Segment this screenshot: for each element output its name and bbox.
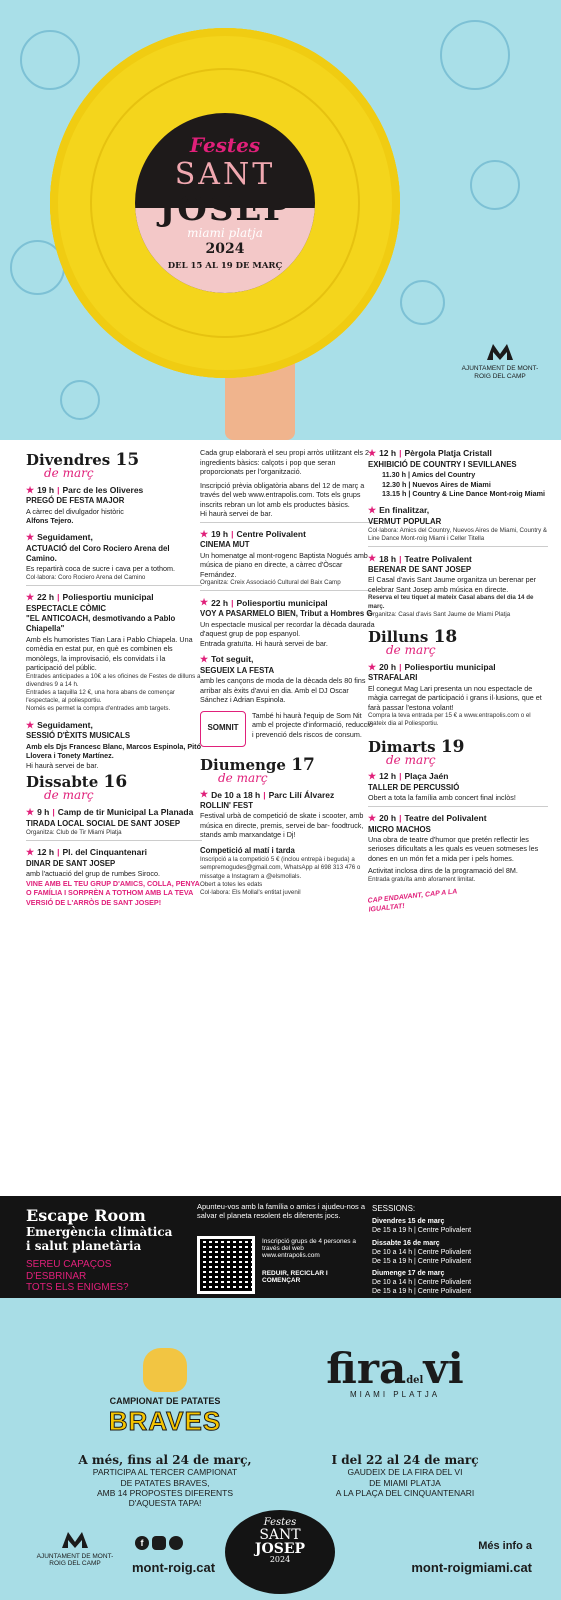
escape-subtitle: Emergència climàtica <box>26 1225 173 1239</box>
event-item: ★ 12 h | Pl. del Cinquantenari DINAR DE SANT JOSEP amb l'actuació del grup de rumbes Siroco. VINE AMB EL TEU GRUP D'AMICS, COLLA, PENYA O FAMÍLIA I SORPRÈN A TOTHOM AMB LA TEVA VERSIÓ DE L'ARRÒS DE SANT JOSEP! <box>26 847 200 907</box>
more-info-label: Més info a <box>478 1540 532 1552</box>
doodle-circle <box>470 160 520 210</box>
star-icon: ★ <box>368 812 377 823</box>
hero-place: miami platja <box>187 226 263 240</box>
website-link[interactable]: mont-roig.cat <box>132 1560 216 1575</box>
star-icon: ★ <box>26 591 35 602</box>
day-subtitle: de març <box>218 770 268 785</box>
star-icon: ★ <box>26 484 35 495</box>
star-icon: ★ <box>200 789 209 800</box>
day-subtitle: de març <box>386 752 436 767</box>
doodle-circle <box>400 280 445 325</box>
doodle-circle <box>440 20 510 90</box>
event-item: ★ Tot seguit, SEGUEIX LA FESTA amb les cançons de moda de la dècada dels 80 fins arribar als èxits d'avui en dia. Amb el DJ Oscar Sánchez i Adrian Espinola. <box>200 654 366 705</box>
intro-text: Hi haurà servei de bar. <box>200 509 273 518</box>
hero-title-josep: JOSEP <box>159 189 291 229</box>
day-subtitle: de març <box>44 788 94 803</box>
reduce-logo: REDUIR, RECICLAR I COMENÇAR <box>262 1270 328 1284</box>
hero-dates: DEL 15 AL 19 DE MARÇ <box>167 261 283 271</box>
somnit-logo: SOMNIT <box>200 711 246 747</box>
day-heading: Dimarts 19 <box>368 736 465 757</box>
escape-question: SEREU CAPAÇOS D'ESBRINAR TOTS ELS ENIGMES? <box>26 1259 129 1293</box>
star-icon: ★ <box>200 654 209 664</box>
doodle-circle <box>20 30 80 90</box>
program-section <box>0 440 561 1196</box>
escape-title: Escape Room <box>26 1206 146 1225</box>
festes-badge: Festes SANT JOSEP 2024 <box>225 1510 335 1594</box>
escape-intro: Apunteu-vos amb la família o amics i ajudeu-nos a salvar el planeta resolent els diferents jocs. <box>197 1202 366 1220</box>
qr-code[interactable] <box>197 1236 255 1294</box>
day-heading: Dissabte 16 <box>26 772 128 793</box>
event-item: ★ En finalitzar, VERMUT POPULAR Col·labora: Amics del Country, Nuevos Aires de Miami, Country & Line Dance Mont-roig Miami i Celler Titella <box>368 504 548 542</box>
star-icon: ★ <box>26 719 35 730</box>
star-icon: ★ <box>368 771 377 782</box>
event-item: ★ 12 h | Plaça Jaén TALLER DE PERCUSSIÓ Obert a tota la família amb concert final inclòs! <box>368 771 516 803</box>
social-icons <box>135 1536 183 1550</box>
star-icon: ★ <box>368 504 377 515</box>
program-column-2 <box>200 448 376 897</box>
event-item: ★ 20 h | Poliesportiu municipal STRAFALARI El conegut Mag Lari presenta un nou espectacle de màgia carregat de participació i grans il·lusions, que et farà passar l'estona volant! Compra la teva entrada per 15 € a www.entrapolis.com o el mateix dia al Poliesportiu. <box>368 661 542 728</box>
star-icon: ★ <box>368 448 377 458</box>
star-icon: ★ <box>26 531 35 542</box>
event-item: ★ Seguidament, ACTUACIÓ del Coro Rociero Arena del Camino. Es repartirà coca de sucre i cava per a tothom. Col·labora: Coro Rociero Arena del Camino <box>26 531 176 581</box>
program-column-3 <box>367 448 548 915</box>
intro-text: Inscripció prèvia obligatòria abans del 12 de març a través del web www.entrapolis.com. Tots els grups inscrits rebran un lot amb els productes bàsics. <box>200 480 365 509</box>
patates-info: A més, fins al 24 de març, PARTICIPA AL TERCER CAMPIONAT DE PATATES BRAVES, AMB 14 PROPOSTES DIFERENTS D'AQUESTA TAPA! <box>78 1453 252 1508</box>
day-subtitle: de març <box>386 642 436 657</box>
footer-section <box>0 1298 561 1600</box>
star-icon: ★ <box>368 661 377 672</box>
instagram-icon[interactable] <box>152 1536 166 1550</box>
star-icon: ★ <box>26 806 35 817</box>
hero-year: 2024 <box>205 241 245 257</box>
doodle-circle <box>60 380 100 420</box>
footer-ajuntament-logo: AJUNTAMENT DE MONT-ROIG DEL CAMP <box>30 1528 120 1567</box>
mont-roig-logo-icon <box>60 1528 90 1550</box>
ajuntament-logo <box>455 340 545 381</box>
twitter-icon[interactable] <box>169 1536 183 1550</box>
event-item: ★ 22 h | Poliesportiu municipal ESPECTACLE CÒMIC "EL ANTICOACH, desmotivando a Pablo Chiapella" Amb els humoristes Tian Lara i Pablo Chiapela. Una comèdia en estat pur, en què es combinen els monòlegs, la improvisació, els convidats i la participació del públic. Entrades anticipades a 10€ a les oficines de Festes de dilluns a divendres 9 a 14 h. Entrades a taquilla 12 €, una hora abans de començar l'espectacle, al poliesportiu. Només es permet la compra d'entrades amb targets. <box>26 591 201 713</box>
event-item: ★ 20 h | Teatre del Polivalent MICRO MACHOS Una obra de teatre d'humor que pretén reflectir les serioses dificultats a les quals es veuen sotmeses les dones en un món fet a mida per i pels homes. Activitat inclosa dins de la programació del 8M. Entrada gratuïta amb aforament limitat. <box>368 812 539 883</box>
event-item: Competició al matí i tarda Inscripció a la competició 5 € (inclou entrepà i beguda) a sempremogudes@gmail.com, WhatsApp al 698 313 476 o missatge a Instagram a @elsmollals. Obert a totes les edats Col·labora: Els Mollal's entitat juvenil <box>200 845 361 896</box>
somnit-block: SOMNIT També hi haurà l'equip de Som Nit amb el projecte d'informació, reducció i prevenció dels riscos de consum. <box>200 711 376 747</box>
event-item: ★ 19 h | Parc de les Oliveres PREGÓ DE FESTA MAJOR A càrrec del divulgador històric Alfons Tejero. <box>26 484 144 526</box>
mont-roig-logo-icon <box>485 340 515 362</box>
hero-title-sant: SANT <box>174 157 276 192</box>
star-icon: ★ <box>26 847 35 858</box>
info-website-link[interactable]: mont-roigmiami.cat <box>411 1560 532 1575</box>
fira-del-vi-logo: firadelvi MIAMI PLATJA <box>326 1344 464 1399</box>
event-item: ★ Seguidament, SESSIÓ D'ÈXITS MUSICALS Amb els Djs Francesc Blanc, Marcos Espinola, Pitó Llovera i Tonety Martínez. Hi haurà servei de bar. <box>26 719 201 770</box>
escape-room-banner <box>0 1196 561 1298</box>
hero-banner <box>0 0 561 440</box>
sessions-list: SESSIONS: Divendres 15 de març De 15 a 19 h | Centre Polivalent Dissabte 16 de març De 10 a 14 h | Centre Polivalent De 15 a 19 h | Centre Polivalent Diumenge 17 de març De 10 a 14 h | Centre Polivalent De 15 a 19 h | Centre Polivalent <box>372 1204 472 1296</box>
hero-title-festes: Festes <box>189 133 261 157</box>
star-icon: ★ <box>368 553 377 564</box>
event-item: ★ 18 h | Teatre Polivalent BERENAR DE SANT JOSEP El Casal d'avis Sant Jaume organitza un berenar per celebrar Sant Josep amb música en directe. Reserva el teu tiquet al mateix Casal abans del dia 14 de març. Organitza: Casal d'avis Sant Jaume de Miami Platja <box>368 553 536 618</box>
intro-text: Cada grup elaborarà el seu propi arròs utilitzant els 2 ingredients bàsics: calçots i pop que seran proporcionats per l'organització. <box>200 448 370 476</box>
day-heading: Dilluns 18 <box>368 626 458 647</box>
program-column-1 <box>26 448 202 907</box>
logo-text: AJUNTAMENT DE MONT-ROIG DEL CAMP <box>461 365 539 380</box>
event-item: ★ 9 h | Camp de tir Municipal La Planada TIRADA LOCAL SOCIAL DE SANT JOSEP Organitza: Club de Tir Miami Platja <box>26 806 194 836</box>
event-item: ★ 19 h | Centre Polivalent CINEMA MUT Un homenatge al mont-rogenc Baptista Nogués amb música de piano en directe, a càrrec d'Òscar Fernández. Organitza: Creix Associació Cultural del Baix Camp <box>200 528 368 587</box>
star-icon: ★ <box>200 528 209 539</box>
event-item: ★ 22 h | Poliesportiu municipal VOY A PASARMELO BIEN, Tribut a Hombres G Un espectacle musical per recordar la dècada daurada d'aquest grup de pop espanyol. Entrada gratuïta. Hi haurà servei de bar. <box>200 597 375 648</box>
event-item: ★ De 10 a 18 h | Parc Lilí Álvarez ROLLIN' FEST Festival urbà de competició de skate i scooter, amb música en directe, premis, servei de bar- foodtruck, stands amb marxandatge i Dj! <box>200 789 364 840</box>
potato-icon <box>143 1348 187 1392</box>
escape-subtitle: i salut planetària <box>26 1239 142 1253</box>
facebook-icon[interactable]: f <box>135 1536 149 1550</box>
qr-text: Inscripció grups de 4 persones a través del web www.entrapolis.com <box>262 1238 356 1259</box>
day-heading: Divendres 15 <box>26 450 140 470</box>
equality-tag: CAP ENDAVANT, CAP A LA IGUALTAT! <box>367 888 458 915</box>
event-item: ★ 12 h | Pèrgola Platja Cristall EXHIBICIÓ DE COUNTRY I SEVILLANES 11.30 h | Amics del Country 12.30 h | Nuevos Aires de Miami 13.15 h | Country & Line Dance Mont-roig Miami <box>368 448 545 499</box>
star-icon: ★ <box>200 597 209 608</box>
record-label <box>135 113 315 293</box>
day-subtitle: de març <box>44 466 94 480</box>
patates-braves-logo: CAMPIONAT DE PATATES BRAVES <box>95 1348 235 1437</box>
fira-info: I del 22 al 24 de març GAUDEIX DE LA FIRA DEL VI DE MIAMI PLATJA A LA PLAÇA DEL CINQUANTENARI <box>331 1453 479 1498</box>
day-heading: Diumenge 17 <box>200 754 315 775</box>
